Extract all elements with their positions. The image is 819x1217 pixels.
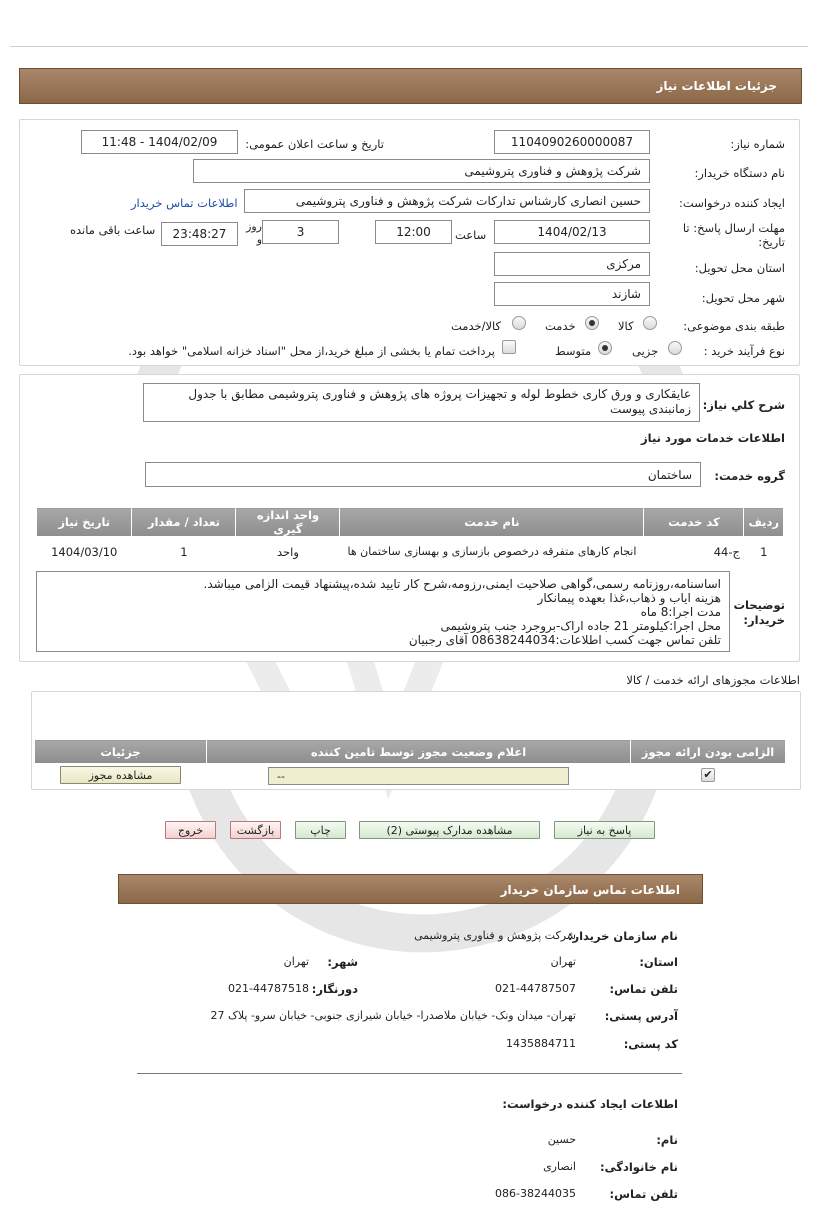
fax-label: دورنگار: <box>311 982 358 996</box>
buyer-note-line: مدت اجرا:8 ماه <box>640 605 721 619</box>
print-button[interactable]: چاپ <box>295 821 346 839</box>
services-title: اطلاعات خدمات مورد نياز <box>641 431 785 445</box>
contact-divider <box>137 1073 682 1074</box>
col-permit-required: الزامی بودن ارائه مجوز <box>631 740 786 764</box>
creator-family-value: انصاری <box>543 1160 576 1173</box>
category-radio-goods-service[interactable] <box>512 316 526 330</box>
cell-qty: 1 <box>180 544 188 559</box>
buyer-contact-link[interactable]: اطلاعات تماس خریدار <box>131 196 238 210</box>
remaining-label: ساعت باقی مانده <box>70 223 156 237</box>
view-permit-button[interactable]: مشاهده مجوز <box>60 766 181 784</box>
postal-value: 1435884711 <box>506 1037 576 1050</box>
address-value: تهران- میدان ونک- خیابان ملاصدرا- خیابان شیرازی جنوبی- خیابان سرو- پلاک 27 <box>210 1009 576 1022</box>
announce-label: تاریخ و ساعت اعلان عمومی: <box>245 137 384 151</box>
buyer-note-line: تلفن تماس جهت کسب اطلاعات:08638244034 آقای رجبیان <box>408 633 721 647</box>
category-radio-service[interactable] <box>585 316 599 330</box>
treasury-checkbox[interactable] <box>502 340 516 354</box>
contact-phone-value: 021-44787507 <box>495 982 576 995</box>
contact-province-label: استان: <box>639 955 678 969</box>
buyer-note-line: هزینه ایاب و ذهاب،غذا بعهده پیمانکار <box>537 591 721 605</box>
page-title: جزئیات اطلاعات نیاز <box>19 68 802 104</box>
cell-name: انجام کارهای متفرقه درخصوص بازسازی و بهسازی ساختمان ها <box>347 545 637 559</box>
col-permit-status: اعلام وضعیت مجوز توسط تامین کننده <box>207 740 631 764</box>
need-number-label: شماره نیاز: <box>730 137 785 151</box>
contact-province-value: تهران <box>550 955 576 968</box>
table-row <box>37 537 784 567</box>
reply-button[interactable]: پاسخ به نیاز <box>554 821 655 839</box>
postal-label: کد پستی: <box>623 1037 678 1051</box>
city-label: شهر محل تحویل: <box>701 291 785 305</box>
col-date: تاریخ نیاز <box>37 508 132 537</box>
days-field: 3 <box>262 220 339 244</box>
city-field: شازند <box>494 282 650 306</box>
deadline-label: مهلت ارسال پاسخ: تا تاریخ: <box>682 221 785 249</box>
contact-title: اطلاعات تماس سازمان خریدار <box>118 874 703 904</box>
time-label: ساعت <box>455 228 487 242</box>
permit-status-field: -- <box>268 767 569 785</box>
org-value: شرکت پژوهش و فناوری پتروشیمی <box>414 929 576 942</box>
cell-row: 1 <box>760 544 768 559</box>
category-radio-goods[interactable] <box>643 316 657 330</box>
need-number-field: 1104090260000087 <box>494 130 650 154</box>
creator-label: ایجاد کننده درخواست: <box>679 196 785 210</box>
province-label: استان محل تحویل: <box>694 261 785 275</box>
process-option-minor: جزیی <box>632 344 659 358</box>
service-group-label: گروه خدمت: <box>714 469 785 483</box>
announce-field: 1404/02/09 - 11:48 <box>81 130 238 154</box>
cell-date: 1404/03/10 <box>51 544 118 559</box>
col-permit-details: جزئیات <box>35 740 207 764</box>
org-label: نام سازمان خریدار: <box>567 929 678 943</box>
category-option-service: خدمت <box>545 319 576 333</box>
permits-table <box>34 739 786 764</box>
col-unit: واحد اندازه گیری <box>236 508 340 537</box>
process-radio-medium[interactable] <box>598 341 612 355</box>
creator-info-title: اطلاعات ایجاد کننده درخواست: <box>502 1097 678 1111</box>
back-button[interactable]: بازگشت <box>230 821 281 839</box>
buyer-note-line: اساسنامه،روزنامه رسمی،گواهی صلاحیت ایمنی،رزومه،شرح کار تایید شده،پیشنهاد قیمت الزامی میباشد. <box>203 577 721 591</box>
buyer-notes-box <box>36 571 730 652</box>
category-label: طبقه بندی موضوعی: <box>683 319 785 333</box>
buyer-notes-label: توضیحات خریدار: <box>733 598 785 627</box>
process-label: نوع فرآیند خرید : <box>703 344 785 358</box>
process-radio-minor[interactable] <box>668 341 682 355</box>
contact-city-label: شهر: <box>327 955 358 969</box>
exit-button[interactable]: خروج <box>165 821 216 839</box>
cell-unit: واحد <box>277 544 299 559</box>
address-label: آدرس پستی: <box>604 1009 678 1023</box>
days-label: روز و <box>246 220 262 246</box>
remaining-time-field: 23:48:27 <box>161 222 238 246</box>
creator-phone-label: تلفن تماس: <box>609 1187 678 1201</box>
deadline-time-field: 12:00 <box>375 220 452 244</box>
permits-title: اطلاعات مجوزهای ارائه خدمت / کالا <box>626 673 800 687</box>
creator-name-value: حسین <box>547 1133 576 1146</box>
top-divider <box>10 46 808 47</box>
category-option-goods: کالا <box>618 319 634 333</box>
permit-required-checkbox: ✔ <box>701 768 715 782</box>
attachments-button[interactable]: مشاهده مدارک پیوستی (2) <box>359 821 540 839</box>
buyer-note-line: محل اجرا:کیلومتر 21 جاده اراک-بروجرد جنب پتروشیمی <box>440 619 721 633</box>
contact-city-value: تهران <box>283 955 309 968</box>
deadline-date-field: 1404/02/13 <box>494 220 650 244</box>
fax-value: 021-44787518 <box>228 982 309 995</box>
need-description-label: شرح کلي نياز: <box>702 398 785 412</box>
buyer-label: نام دستگاه خریدار: <box>694 166 785 180</box>
services-table <box>36 507 784 567</box>
creator-name-label: نام: <box>656 1133 678 1147</box>
creator-family-label: نام خانوادگی: <box>600 1160 678 1174</box>
service-group-field: ساختمان <box>145 462 701 487</box>
cell-code: ج-44 <box>713 544 740 559</box>
buyer-field: شرکت پژوهش و فناوری پتروشیمی <box>193 159 650 183</box>
col-code: کد خدمت <box>644 508 744 537</box>
col-row: ردیف <box>744 508 784 537</box>
creator-phone-value: 086-38244035 <box>495 1187 576 1200</box>
province-field: مرکزی <box>494 252 650 276</box>
col-qty: تعداد / مقدار <box>132 508 236 537</box>
col-name: نام خدمت <box>340 508 644 537</box>
treasury-note: پرداخت تمام یا بخشی از مبلغ خرید،از محل "اسناد خزانه اسلامی" خواهد بود. <box>128 344 495 358</box>
creator-field: حسین انصاری کارشناس تدارکات شرکت پژوهش و فناوری پتروشیمی <box>244 189 650 213</box>
process-option-medium: متوسط <box>555 344 592 358</box>
need-description-field: عایقکاری و ورق کاری خطوط لوله و تجهیزات پروژه های پژوهش و فناوری پتروشیمی مطابق با جدول زمانبندی پیوست <box>143 383 700 422</box>
category-option-goods-service: کالا/خدمت <box>451 319 502 333</box>
contact-phone-label: تلفن تماس: <box>609 982 678 996</box>
